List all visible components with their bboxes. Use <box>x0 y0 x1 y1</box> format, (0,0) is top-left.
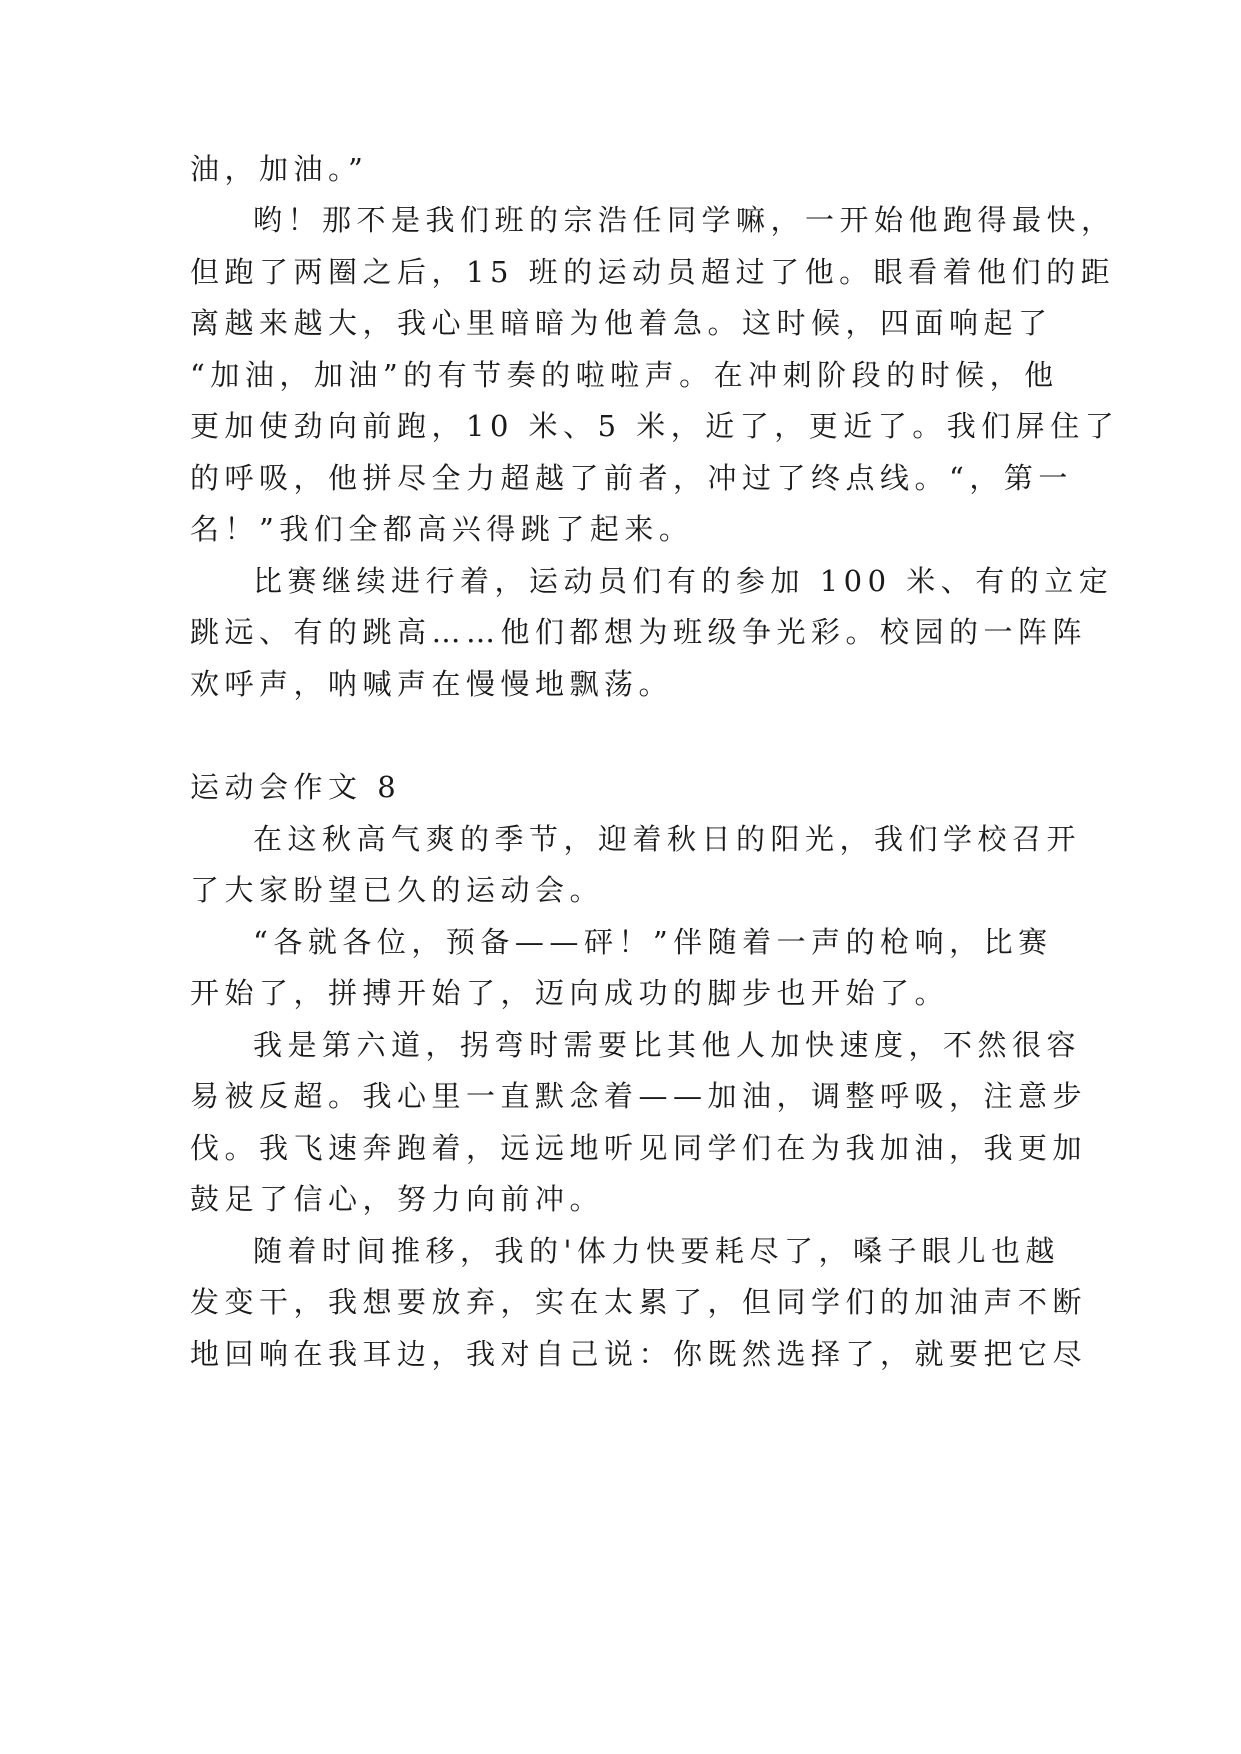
text-line: 跳远、有的跳高……他们都想为班级争光彩。校园的一阵阵 <box>190 615 1088 649</box>
text-line: 随着时间推移，我的'体力快要耗尽了，嗓子眼儿也越 <box>253 1234 1060 1268</box>
text-line: 名！”我们全都高兴得跳了起来。 <box>190 512 694 546</box>
text-line: 离越来越大，我心里暗暗为他着急。这时候，四面响起了 <box>190 306 1053 340</box>
text-line: 开始了，拼搏开始了，迈向成功的脚步也开始了。 <box>190 976 950 1010</box>
text-line: 易被反超。我心里一直默念着——加油，调整呼吸，注意步 <box>190 1079 1088 1113</box>
text-line: 油，加油。” <box>190 152 369 186</box>
text-line: 欢呼声，呐喊声在慢慢地飘荡。 <box>190 667 674 701</box>
text-line: 比赛继续进行着，运动员们有的参加 100 米、有的立定 <box>253 564 1114 598</box>
text-line: 我是第六道，拐弯时需要比其他人加快速度，不然很容 <box>253 1028 1082 1062</box>
text-line: 地回响在我耳边，我对自己说：你既然选择了，就要把它尽 <box>190 1337 1088 1371</box>
text-line: 哟！那不是我们班的宗浩任同学嘛，一开始他跑得最快， <box>253 203 1116 237</box>
text-line: 的呼吸，他拼尽全力超越了前者，冲过了终点线。“，第一 <box>190 461 1073 495</box>
text-line: 更加使劲向前跑，10 米、5 米，近了，更近了。我们屏住了 <box>190 409 1120 443</box>
text-line: 了大家盼望已久的运动会。 <box>190 873 605 907</box>
text-line: 伐。我飞速奔跑着，远远地听见同学们在为我加油，我更加 <box>190 1131 1088 1165</box>
text-line: 鼓足了信心，努力向前冲。 <box>190 1182 605 1216</box>
section-heading: 运动会作文 8 <box>190 770 402 804</box>
text-line: “各就各位，预备——砰！”伴随着一声的枪响，比赛 <box>253 925 1053 959</box>
text-line: “加油，加油”的有节奏的啦啦声。在冲刺阶段的时候，他 <box>190 358 1059 392</box>
text-line: 但跑了两圈之后，15 班的运动员超过了他。眼看着他们的距 <box>190 255 1116 289</box>
text-line: 发变干，我想要放弃，实在太累了，但同学们的加油声不断 <box>190 1285 1088 1319</box>
text-line: 在这秋高气爽的季节，迎着秋日的阳光，我们学校召开 <box>253 822 1082 856</box>
